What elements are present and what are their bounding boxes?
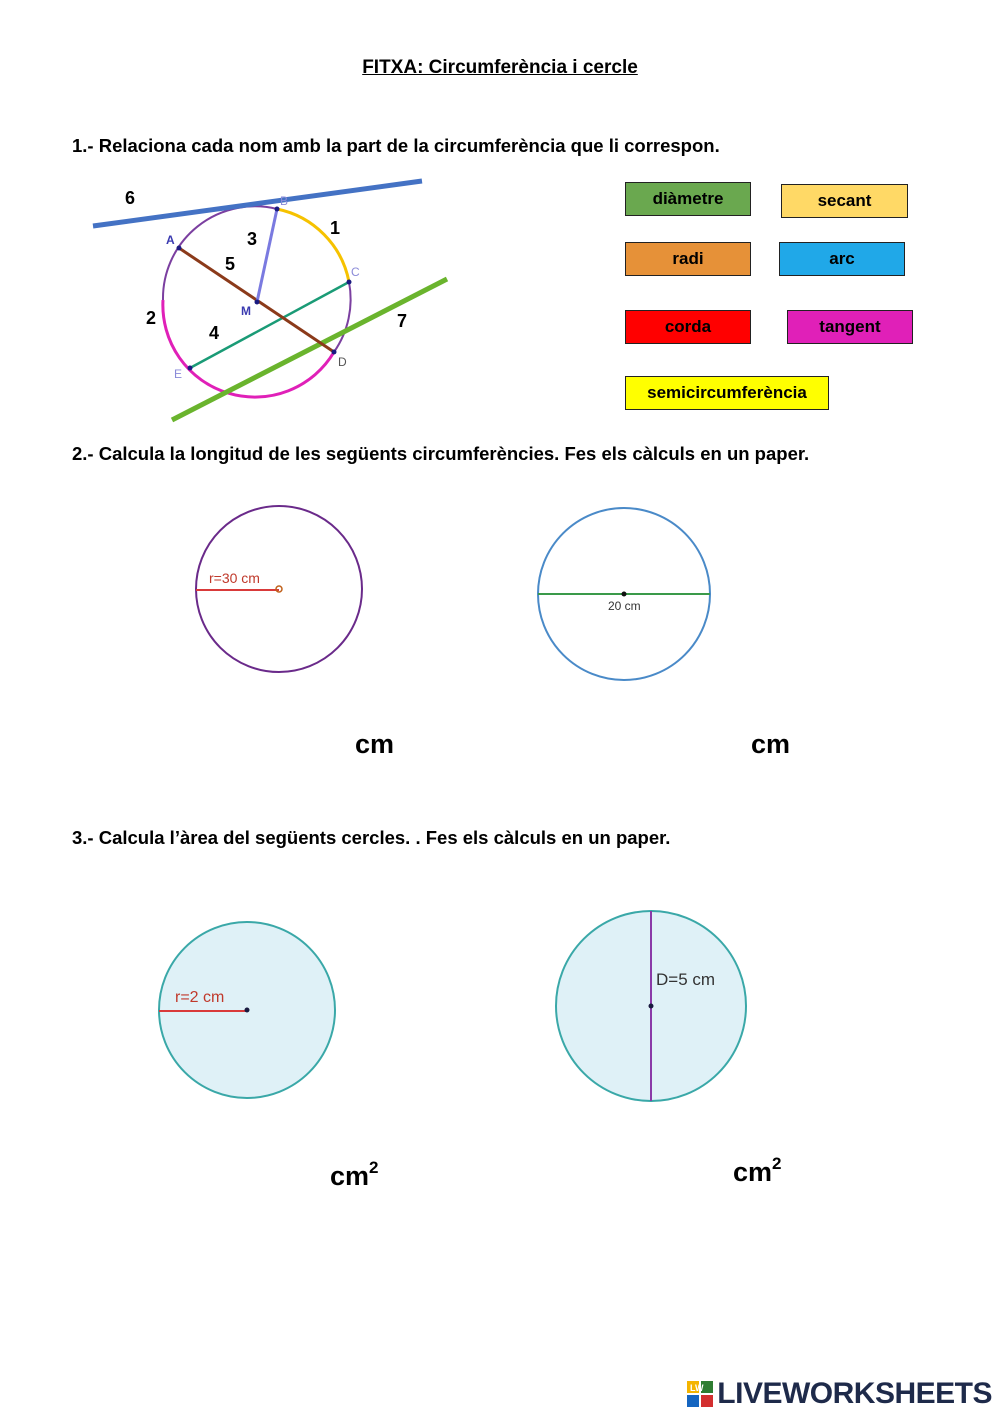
- q3-answer-2-unit: [733, 1154, 782, 1188]
- radius-line-3: [257, 209, 277, 302]
- point-a-label: A: [166, 233, 175, 247]
- point-e: [188, 366, 193, 371]
- q3-unit-exponent: 2: [369, 1158, 379, 1177]
- q3-circles: [0, 900, 1000, 1110]
- point-a: [177, 246, 182, 251]
- part-number-6: 6: [125, 188, 136, 208]
- chip-secant[interactable]: secant: [781, 184, 908, 218]
- point-b-label: B: [280, 194, 289, 208]
- point-c-label: C: [351, 265, 360, 279]
- q3-center-2: [649, 1004, 654, 1009]
- question-1-text: 1.- Relaciona cada nom amb la part de la circumferència que li correspon.: [72, 135, 720, 156]
- tangent-line-6: [93, 181, 422, 226]
- q2-answer-1-unit: cm: [355, 729, 395, 759]
- point-b: [275, 207, 280, 212]
- point-e-label: E: [174, 367, 183, 381]
- q3-unit-exponent: 2: [772, 1154, 782, 1173]
- chip-corda[interactable]: corda: [625, 310, 751, 344]
- secant-line-7: [172, 279, 447, 420]
- part-number-3: 3: [247, 229, 258, 249]
- liveworksheets-icon: [687, 1381, 713, 1407]
- circle-arc-right: [334, 282, 351, 352]
- chip-diametre[interactable]: diàmetre: [625, 182, 751, 216]
- icon-letter-l: LW: [690, 1383, 704, 1393]
- point-d: [332, 350, 337, 355]
- chip-arc[interactable]: arc: [779, 242, 905, 276]
- question-3-text: 3.- Calcula l’àrea del següents cercles. . Fes els càlculs en un paper.: [72, 827, 671, 848]
- point-m: [255, 300, 260, 305]
- chip-semicircumferencia[interactable]: semicircumferència: [625, 376, 829, 410]
- circle-parts-diagram: [0, 0, 1000, 440]
- chip-radi[interactable]: radi: [625, 242, 751, 276]
- q3-circle-1-label: r=2 cm: [175, 989, 225, 1006]
- question-2-text: 2.- Calcula la longitud de les següents circumferències. Fes els càlculs en un paper.: [72, 443, 810, 464]
- q2-circle-1-label: r=30 cm: [209, 570, 260, 586]
- part-number-4: 4: [209, 323, 220, 343]
- q3-answer-1-unit: [330, 1158, 379, 1192]
- q2-circles: [0, 490, 1000, 690]
- q3-unit-base: cm: [733, 1157, 773, 1187]
- q2-answer-2-unit: cm: [751, 729, 791, 759]
- q2-circle-2-label: 20 cm: [608, 599, 641, 613]
- part-number-2: 2: [146, 308, 157, 328]
- q3-circle-2-label: D=5 cm: [656, 970, 716, 989]
- point-c: [347, 280, 352, 285]
- part-number-1: 1: [330, 218, 341, 238]
- q3-unit-base: cm: [330, 1161, 370, 1191]
- point-m-label: M: [241, 304, 251, 318]
- part-number-5: 5: [225, 254, 236, 274]
- point-d-label: D: [338, 355, 347, 369]
- page-title: FITXA: Circumferència i cercle: [362, 57, 638, 78]
- chip-tangent[interactable]: tangent: [787, 310, 913, 344]
- brand-name: LIVEWORKSHEETS: [717, 1377, 992, 1410]
- q2-center-2: [622, 592, 627, 597]
- liveworksheets-logo: [687, 1377, 992, 1411]
- q3-center-1: [245, 1008, 250, 1013]
- part-number-7: 7: [397, 311, 408, 331]
